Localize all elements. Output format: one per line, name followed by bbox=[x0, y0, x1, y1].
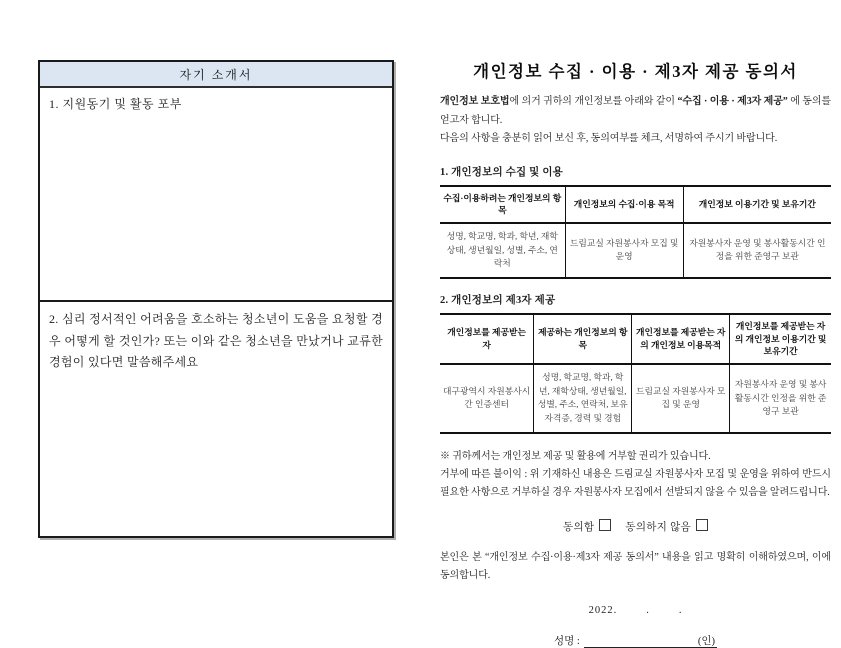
col-purpose-header: 개인정보를 제공받는 자의 개인정보 이용목적 bbox=[632, 314, 730, 364]
col-items-header: 제공하는 개인정보의 항목 bbox=[534, 314, 632, 364]
agree-checkbox[interactable] bbox=[599, 519, 611, 531]
intro-text-1: 에 의거 귀하의 개인정보를 아래와 같이 bbox=[509, 96, 678, 107]
section2-heading: 2. 개인정보의 제3자 제공 bbox=[440, 294, 556, 306]
signature-label: 성명 : bbox=[554, 635, 580, 647]
consent-choice-row bbox=[440, 519, 831, 534]
disagree-label: 동의하지 않음 bbox=[625, 521, 691, 533]
intro-bold-law: 개인정보 보호법 bbox=[440, 96, 510, 107]
section1-heading: 1. 개인정보의 수집 및 이용 bbox=[440, 166, 564, 178]
answer-area-question1[interactable] bbox=[40, 88, 392, 302]
col-items-header: 수집·이용하려는 개인정보의 항목 bbox=[440, 186, 565, 224]
seal-label: (인) bbox=[697, 635, 715, 647]
col-retention-header: 개인정보 이용기간 및 보유기간 bbox=[683, 186, 831, 224]
consent-title: 개인정보 수집 · 이용 · 제3자 제공 동의서 bbox=[473, 62, 798, 81]
privacy-consent-document bbox=[440, 58, 831, 648]
refusal-notice bbox=[440, 448, 831, 502]
intro-text-2: 에 동의를 얻고자 합니다. bbox=[440, 96, 831, 126]
purpose-cell: 드림교실 자원봉사자 모집 및 운영 bbox=[632, 364, 730, 433]
col-purpose-header: 개인정보의 수집·이용 목적 bbox=[565, 186, 683, 224]
retention-cell: 자원봉사자 운영 및 봉사활동시간 인정을 위한 준영구 보관 bbox=[683, 223, 831, 278]
declaration-text: 본인은 본 “개인정보 수집·이용·제3자 제공 동의서” 내용을 읽고 명확히 이해하였으며, 이에 동의합니다. bbox=[440, 551, 831, 582]
self-introduction-form bbox=[38, 60, 394, 538]
intro-bold-scope: “수집 · 이용 · 제3자 제공” bbox=[677, 96, 788, 107]
col-retention-header: 개인정보를 제공받는 자의 개인정보 이용기간 및 보유기간 bbox=[730, 314, 831, 364]
table-header-row bbox=[440, 314, 831, 364]
signature-row bbox=[440, 633, 831, 648]
answer-area-question2[interactable] bbox=[40, 302, 392, 536]
intro-paragraph bbox=[440, 93, 831, 130]
table-row bbox=[440, 364, 831, 433]
table-row bbox=[440, 223, 831, 278]
refusal-right-line: ※ 귀하께서는 개인정보 제공 및 활용에 거부할 권리가 있습니다. bbox=[440, 450, 711, 462]
question1-label: 1. 지원동기 및 활동 포부 bbox=[49, 97, 182, 111]
form-title: 자기 소개서 bbox=[40, 62, 392, 88]
collection-use-table bbox=[440, 185, 831, 279]
refusal-consequence-text: 거부에 따른 불이익 : 위 기재하신 내용은 드림교실 자원봉사자 모집 및 운영을 위하여 반드시 필요한 사항으로 거부하실 경우 자원봉사자 모집에서 선발되지 않을 수 있음을 알려드립니다. bbox=[440, 468, 831, 498]
disagree-checkbox[interactable] bbox=[696, 519, 708, 531]
date-line: 2022. . . bbox=[588, 604, 683, 616]
items-cell: 성명, 학교명, 학과, 학년, 재학상태, 생년월일, 성별, 주소, 연락처 bbox=[446, 231, 558, 269]
col-recipient-header: 개인정보를 제공받는 자 bbox=[440, 314, 534, 364]
agree-label: 동의함 bbox=[563, 521, 595, 533]
table-header-row bbox=[440, 186, 831, 224]
retention-cell: 자원봉사자 운영 및 봉사활동시간 인정을 위한 준영구 보관 bbox=[730, 364, 831, 433]
purpose-cell: 드림교실 자원봉사자 모집 및 운영 bbox=[565, 223, 683, 278]
signature-blank-field[interactable] bbox=[584, 635, 696, 648]
question2-label: 2. 심리 정서적인 어려움을 호소하는 청소년이 도움을 요청할 경우 어떻게 할 것인가? 또는 이와 같은 청소년을 만났거나 교류한 경험이 있다면 말씀해주세요 bbox=[49, 312, 383, 370]
recipient-cell: 대구광역시 자원봉사시간 인증센터 bbox=[443, 385, 531, 410]
items-cell: 성명, 학교명, 학과, 학년, 재학상태, 생년월일, 성별, 주소, 연락처, 보유자격증, 경력 및 경험 bbox=[534, 364, 632, 433]
intro-instruction: 다음의 사항을 충분히 읽어 보신 후, 동의여부를 체크, 서명하여 주시기 바랍니다. bbox=[440, 133, 778, 144]
third-party-table bbox=[440, 313, 831, 434]
